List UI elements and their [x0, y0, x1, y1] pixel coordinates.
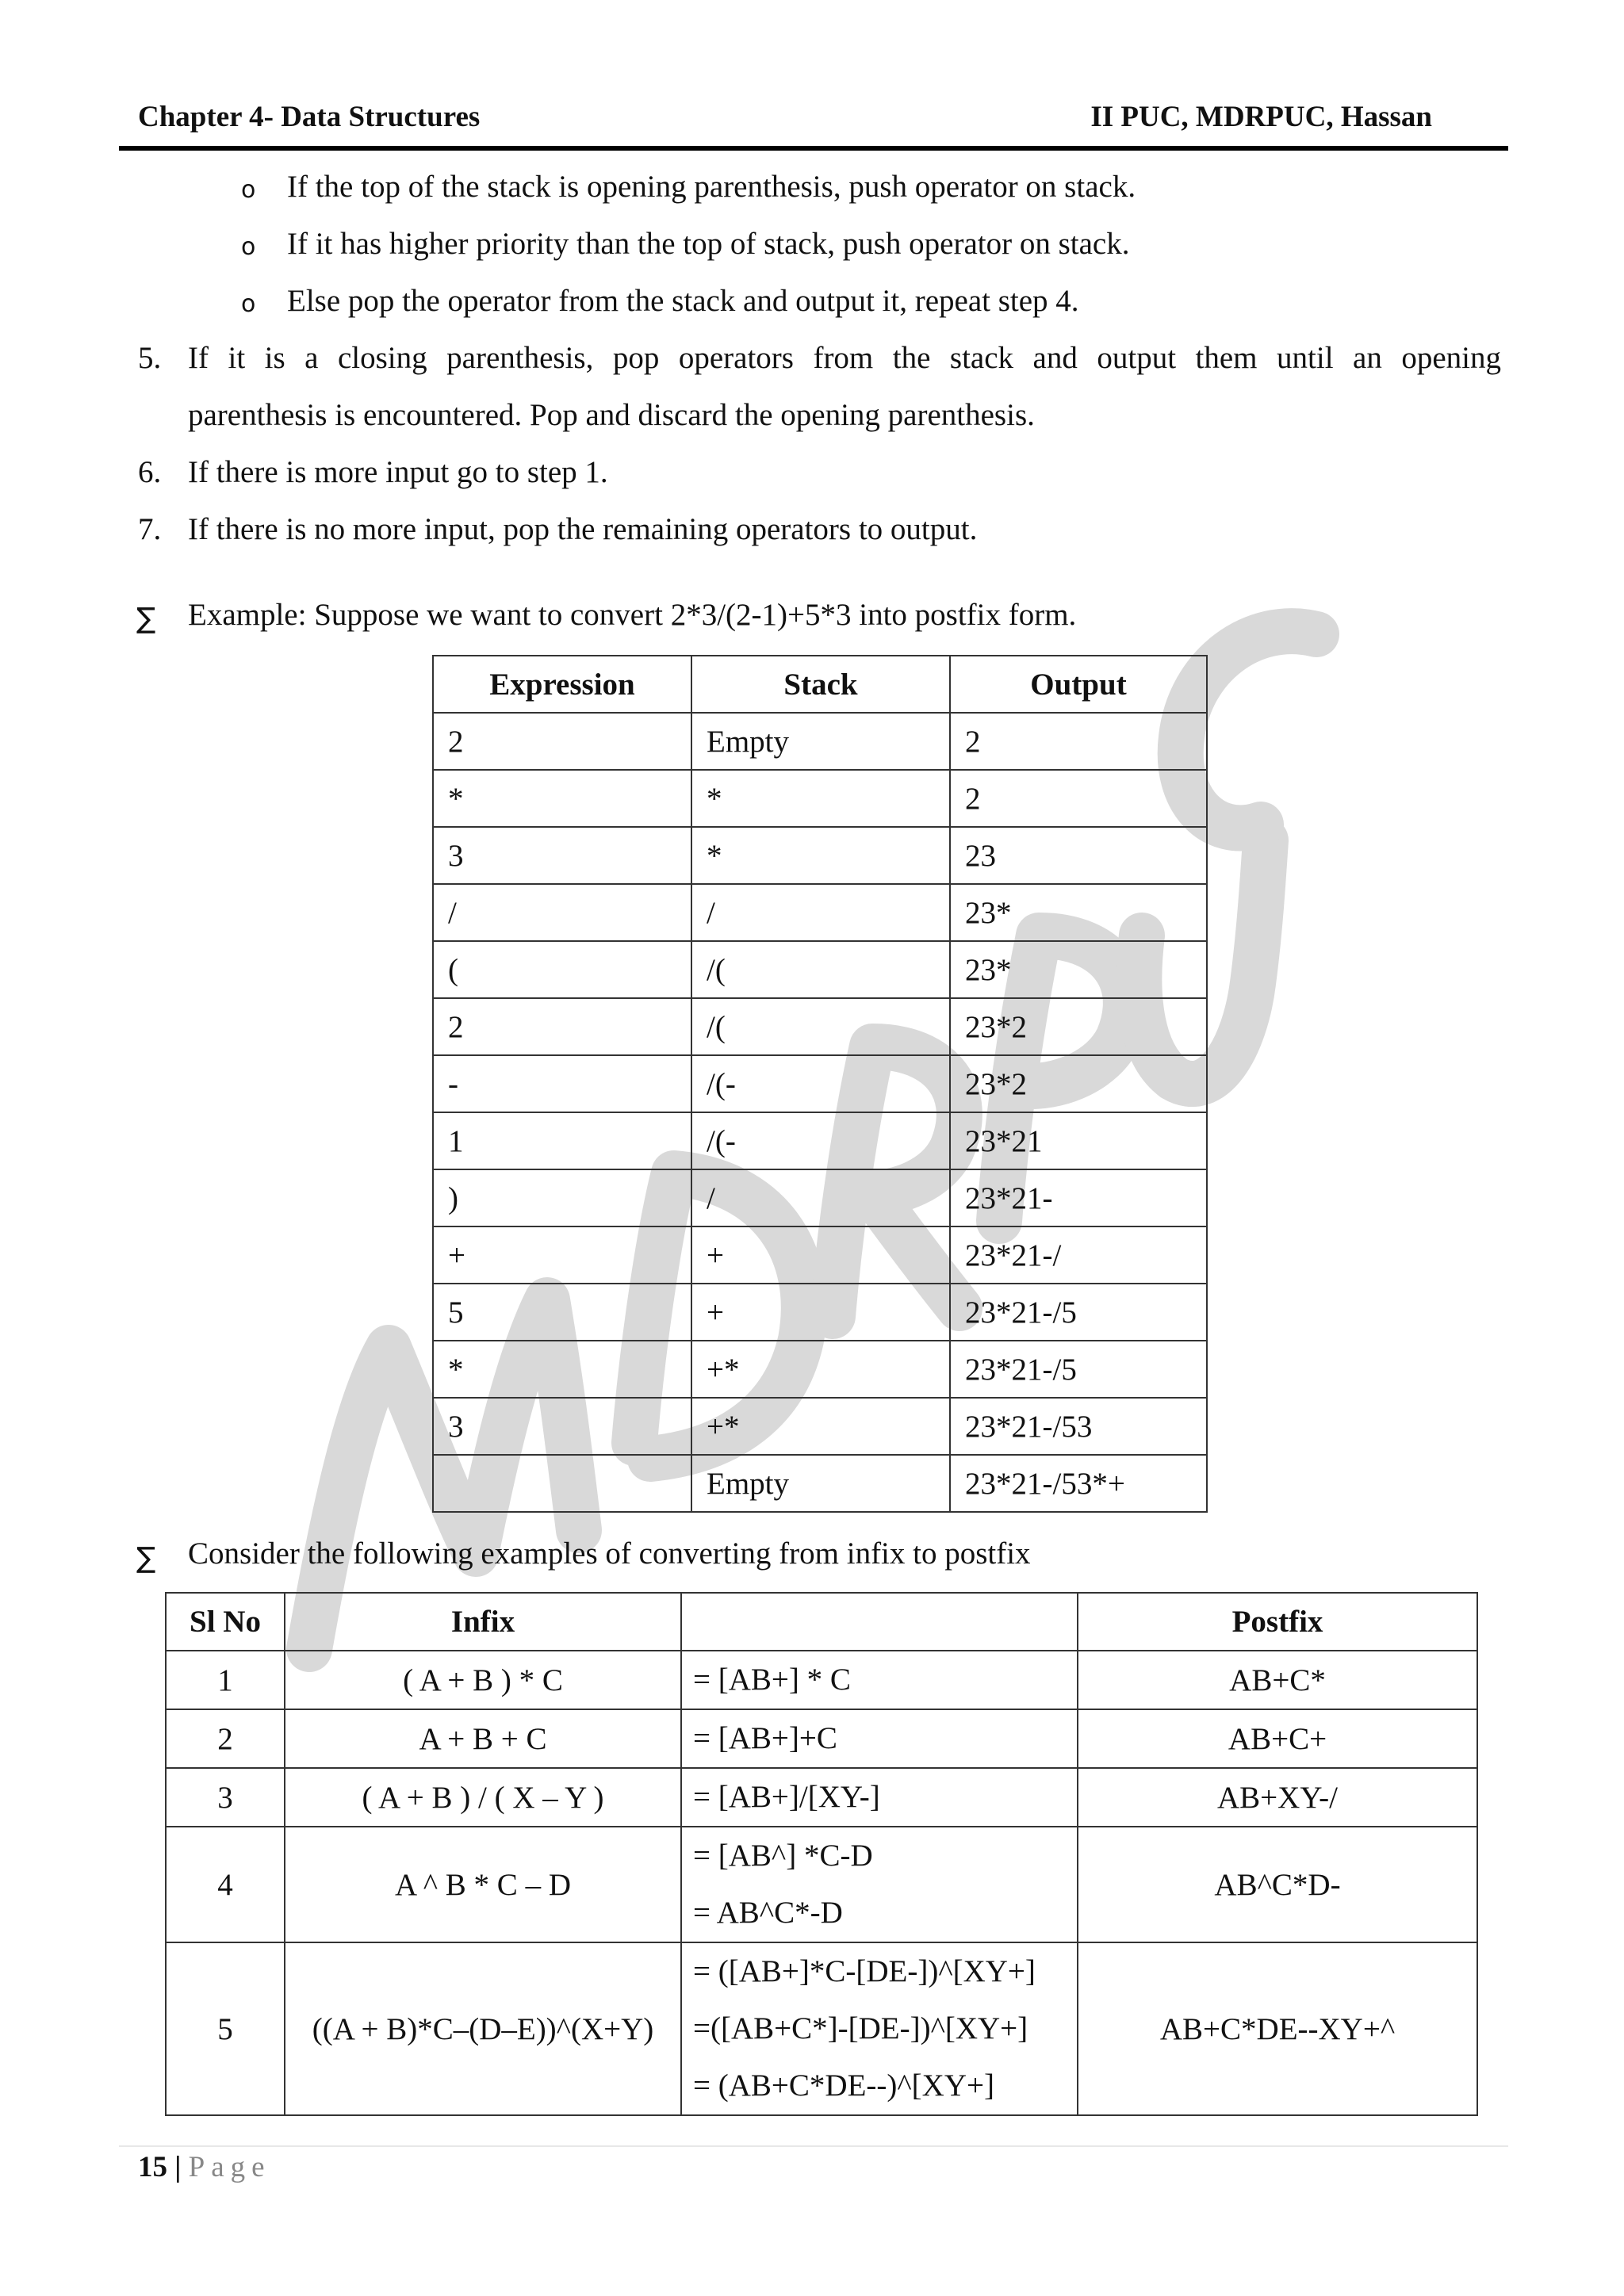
cell-postfix: AB^C*D- [1078, 1827, 1477, 1942]
cell-stack: /(- [691, 1055, 950, 1112]
cell-infix: ( A + B ) / ( X – Y ) [285, 1768, 681, 1827]
table-row [166, 1942, 1477, 2115]
cell-expression: 3 [433, 1398, 691, 1455]
column-header-postfix: Postfix [1078, 1593, 1477, 1651]
cell-postfix: AB+C* [1078, 1651, 1477, 1709]
step-number: 7. [138, 512, 162, 546]
cell-output: 23*21-/53*+ [950, 1455, 1207, 1512]
step-text-continued: parenthesis is encountered. Pop and discard the opening parenthesis. [188, 398, 1035, 432]
cell-output: 23*21- [950, 1169, 1207, 1226]
cell-stack: /( [691, 998, 950, 1055]
consider-text: Consider the following examples of converting from infix to postfix [188, 1536, 1031, 1571]
cell-expression: * [433, 1341, 691, 1398]
table-row [166, 1827, 1477, 1942]
table-header-row [433, 656, 1207, 713]
cell-sl-no: 4 [166, 1827, 285, 1942]
cell-expression: 5 [433, 1284, 691, 1341]
header-institution: II PUC, MDRPUC, Hassan [1090, 101, 1432, 133]
page-label: Page [188, 2151, 271, 2183]
cell-stack: Empty [691, 1455, 950, 1512]
step-line: = (AB+C*DE--)^[XY+] [693, 2068, 994, 2103]
cell-output: 23*2 [950, 1055, 1207, 1112]
table-row [433, 941, 1207, 998]
table-row [433, 884, 1207, 941]
cell-sl-no: 3 [166, 1768, 285, 1827]
table-row [166, 1709, 1477, 1768]
cell-sl-no: 2 [166, 1709, 285, 1768]
conversion-trace-table [432, 655, 1208, 1513]
bullet-marker: ∑ [136, 603, 156, 635]
cell-postfix: AB+XY-/ [1078, 1768, 1477, 1827]
cell-expression: 2 [433, 713, 691, 770]
cell-output: 2 [950, 770, 1207, 827]
cell-stack: /( [691, 941, 950, 998]
cell-stack: / [691, 1169, 950, 1226]
table-row [433, 1169, 1207, 1226]
table-row [433, 1112, 1207, 1169]
cell-infix: ( A + B ) * C [285, 1651, 681, 1709]
cell-stack: / [691, 884, 950, 941]
cell-infix: A + B + C [285, 1709, 681, 1768]
sub-bullet-marker: o [241, 290, 256, 318]
cell-expression: ( [433, 941, 691, 998]
header-chapter-title: Chapter 4- Data Structures [138, 101, 481, 133]
cell-postfix: AB+C+ [1078, 1709, 1477, 1768]
infix-postfix-examples-table [165, 1592, 1478, 2116]
column-header-sl-no: Sl No [166, 1593, 285, 1651]
table-row [166, 1768, 1477, 1827]
cell-output: 23*2 [950, 998, 1207, 1055]
cell-stack: +* [691, 1398, 950, 1455]
sub-bullet-item: If the top of the stack is opening parenthesis, push operator on stack. [287, 170, 1136, 204]
table-row [433, 713, 1207, 770]
step-line: = ([AB+]*C-[DE-])^[XY+] [693, 1954, 1036, 1988]
sub-bullet-marker: o [241, 233, 256, 261]
cell-stack: * [691, 827, 950, 884]
step-line: = [AB+] * C [693, 1663, 851, 1697]
step-line: = AB^C*-D [693, 1896, 843, 1930]
sub-bullet-item: Else pop the operator from the stack and output it, repeat step 4. [287, 284, 1079, 318]
page-number: 15 [138, 2151, 167, 2183]
step-line: = [AB+]+C [693, 1721, 837, 1755]
footer-divider [119, 2145, 1508, 2147]
cell-output: 23*21 [950, 1112, 1207, 1169]
cell-output: 23*21-/ [950, 1226, 1207, 1284]
table-row [166, 1651, 1477, 1709]
column-header-infix: Infix [285, 1593, 681, 1651]
step-line: = [AB+]/[XY-] [693, 1780, 880, 1814]
cell-steps [681, 1827, 1078, 1942]
page-header [119, 82, 1508, 151]
sub-bullet-item: If it has higher priority than the top of stack, push operator on stack. [287, 227, 1130, 261]
cell-output: 23*21-/5 [950, 1284, 1207, 1341]
cell-expression: 1 [433, 1112, 691, 1169]
cell-stack: /(- [691, 1112, 950, 1169]
cell-infix: ((A + B)*C–(D–E))^(X+Y) [285, 1942, 681, 2115]
table-row [433, 1226, 1207, 1284]
table-row [433, 827, 1207, 884]
cell-expression: * [433, 770, 691, 827]
table-header-row [166, 1593, 1477, 1651]
step-text: If there is more input go to step 1. [188, 455, 608, 489]
cell-output: 23*21-/53 [950, 1398, 1207, 1455]
step-line: =([AB+C*]-[DE-])^[XY+] [693, 2011, 1028, 2045]
example-text: Example: Suppose we want to convert 2*3/(2-1)+5*3 into postfix form. [188, 598, 1077, 632]
table-row [433, 1055, 1207, 1112]
cell-infix: A ^ B * C – D [285, 1827, 681, 1942]
page-footer [138, 2150, 271, 2184]
cell-stack: Empty [691, 713, 950, 770]
step-text: If there is no more input, pop the remaining operators to output. [188, 512, 978, 546]
cell-output: 23*21-/5 [950, 1341, 1207, 1398]
cell-steps [681, 1709, 1078, 1768]
step-number: 6. [138, 455, 162, 489]
sub-bullet-marker: o [241, 176, 256, 204]
table-row [433, 998, 1207, 1055]
cell-expression: 2 [433, 998, 691, 1055]
cell-expression: / [433, 884, 691, 941]
cell-output: 2 [950, 713, 1207, 770]
table-row [433, 1284, 1207, 1341]
cell-expression: 3 [433, 827, 691, 884]
cell-postfix: AB+C*DE--XY+^ [1078, 1942, 1477, 2115]
cell-output: 23 [950, 827, 1207, 884]
cell-expression: ) [433, 1169, 691, 1226]
column-header-stack: Stack [691, 656, 950, 713]
cell-steps [681, 1942, 1078, 2115]
column-header-output: Output [950, 656, 1207, 713]
cell-steps [681, 1651, 1078, 1709]
column-header-steps [681, 1593, 1078, 1651]
cell-output: 23* [950, 941, 1207, 998]
cell-stack: + [691, 1226, 950, 1284]
cell-expression: - [433, 1055, 691, 1112]
cell-expression: + [433, 1226, 691, 1284]
step-text: If it is a closing parenthesis, pop operators from the stack and output them until an opening [188, 341, 1501, 375]
cell-steps [681, 1768, 1078, 1827]
step-number: 5. [138, 341, 162, 375]
table-row [433, 770, 1207, 827]
table-row [433, 1398, 1207, 1455]
cell-stack: * [691, 770, 950, 827]
table-row [433, 1341, 1207, 1398]
step-line: = [AB^] *C-D [693, 1839, 873, 1873]
cell-sl-no: 5 [166, 1942, 285, 2115]
cell-expression [433, 1455, 691, 1512]
bullet-marker: ∑ [136, 1542, 156, 1575]
cell-sl-no: 1 [166, 1651, 285, 1709]
column-header-expression: Expression [433, 656, 691, 713]
footer-separator: | [174, 2151, 182, 2183]
cell-output: 23* [950, 884, 1207, 941]
cell-stack: + [691, 1284, 950, 1341]
cell-stack: +* [691, 1341, 950, 1398]
table-row [433, 1455, 1207, 1512]
